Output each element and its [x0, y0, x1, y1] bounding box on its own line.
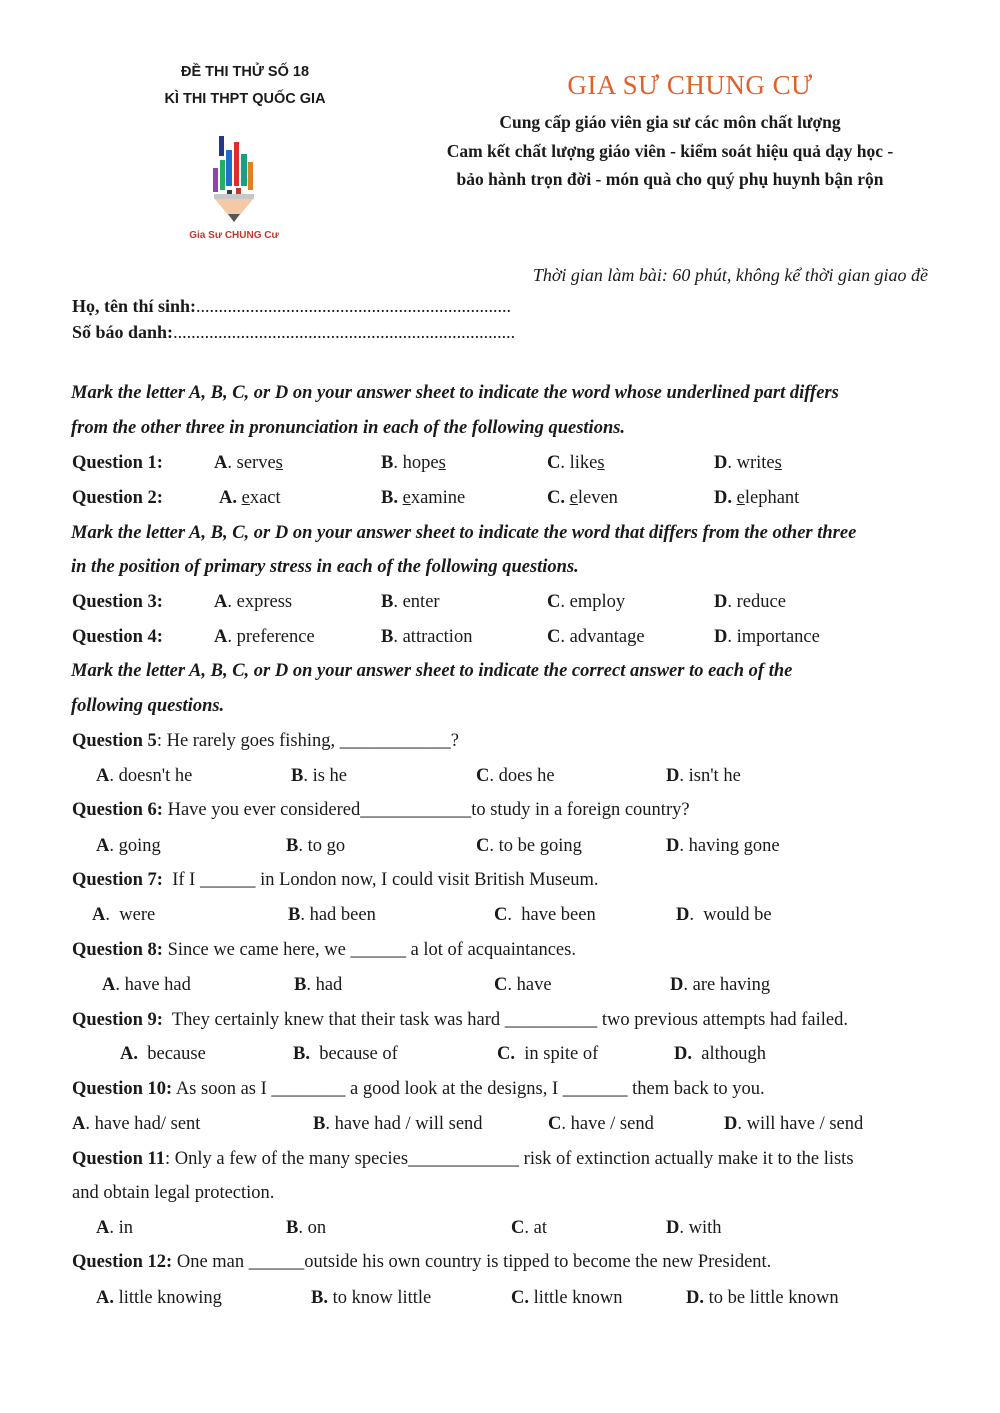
q9-option-c: C. in spite of [497, 1044, 599, 1064]
q12-option-b: B. to know little [311, 1288, 432, 1308]
q3-option-c: C. employ [547, 592, 626, 612]
candidate-id-label: Số báo danh: [72, 322, 174, 342]
time-limit: Thời gian làm bài: 60 phút, không kể thời gian giao đề [532, 265, 928, 285]
candidate-id-field [72, 322, 515, 343]
q8-option-b: B. had [294, 975, 343, 995]
q1-option-a: A. serves [214, 453, 283, 473]
candidate-name-dots: ...................................................................... [196, 296, 512, 316]
candidate-id-dots: ............................................................................ [173, 322, 516, 342]
q12-option-d: D. to be little known [686, 1288, 839, 1308]
q10-option-c: C. have / send [548, 1114, 654, 1134]
question-7: Question 7: If I ______ in London now, I could visit British Museum. [72, 870, 599, 890]
question-11-line-1: Question 11: Only a few of the many species____________ risk of extinction actually make it to the lists [72, 1149, 854, 1169]
q3-option-b: B. enter [381, 592, 440, 612]
instruction-stress-2: in the position of primary stress in each of the following questions. [71, 557, 579, 577]
q8-option-d: D. are having [670, 975, 771, 995]
promise-line-2: bảo hành trọn đời - món quà cho quý phụ huynh bận rộn [456, 169, 884, 189]
q5-option-b: B. is he [291, 766, 348, 786]
instruction-correct-2: following questions. [71, 696, 225, 716]
promise-line-1: Cam kết chất lượng giáo viên - kiểm soát hiệu quả dạy học - [446, 141, 894, 161]
question-10: Question 10: As soon as I ________ a good look at the designs, I _______ them back to you. [72, 1079, 765, 1099]
q7-option-c: C. have been [494, 905, 596, 925]
q11-option-d: D. with [666, 1218, 722, 1238]
q11-option-c: C. at [511, 1218, 547, 1238]
question-8: Question 8: Since we came here, we ______ a lot of acquaintances. [72, 940, 576, 960]
question-5: Question 5: He rarely goes fishing, ____________? [72, 731, 459, 751]
instruction-correct-1: Mark the letter A, B, C, or D on your answer sheet to indicate the correct answer to each of the [71, 661, 793, 681]
question-12: Question 12: One man ______outside his own country is tipped to become the new President. [72, 1252, 772, 1272]
q2-option-c: C. eleven [547, 488, 618, 508]
q10-option-d: D. will have / send [724, 1114, 864, 1134]
q7-option-d: D. would be [676, 905, 772, 925]
q2-option-d: D. elephant [714, 488, 800, 508]
candidate-name-field [72, 296, 511, 317]
logo-caption: Gia Sư CHUNG Cư [189, 230, 279, 241]
tagline: Cung cấp giáo viên gia sư các môn chất lượng [499, 112, 841, 132]
q7-option-b: B. had been [288, 905, 376, 925]
q11-option-a: A. in [96, 1218, 134, 1238]
q4-option-b: B. attraction [381, 627, 473, 647]
q1-option-b: B. hopes [381, 453, 446, 473]
question-4-label: Question 4: [72, 627, 163, 647]
q12-option-c: C. little known [511, 1288, 623, 1308]
exam-number: ĐỀ THI THỬ SỐ 18 [180, 64, 310, 80]
question-11-line-2: and obtain legal protection. [72, 1183, 275, 1203]
q12-option-a: A. little knowing [96, 1288, 222, 1308]
q6-option-c: C. to be going [476, 836, 582, 856]
q10-option-a: A. have had/ sent [72, 1114, 201, 1134]
q2-option-a: A. exact [219, 488, 281, 508]
question-3-label: Question 3: [72, 592, 163, 612]
brand-title: GIA SƯ CHUNG CƯ [567, 70, 813, 100]
q9-option-a: A. because [120, 1044, 206, 1064]
pencil-logo-icon [180, 132, 288, 244]
question-1-label: Question 1: [72, 453, 163, 473]
question-2-label: Question 2: [72, 488, 163, 508]
q6-option-b: B. to go [286, 836, 346, 856]
q5-option-a: A. doesn't he [96, 766, 193, 786]
q4-option-d: D. importance [714, 627, 820, 647]
q8-option-a: A. have had [102, 975, 191, 995]
instruction-pronunciation-1: Mark the letter A, B, C, or D on your answer sheet to indicate the word whose underlined part differs [71, 383, 839, 403]
q5-option-d: D. isn't he [666, 766, 741, 786]
exam-name: KÌ THI THPT QUỐC GIA [164, 91, 326, 107]
q4-option-a: A. preference [214, 627, 315, 647]
q3-option-a: A. express [214, 592, 293, 612]
q4-option-c: C. advantage [547, 627, 645, 647]
q5-option-c: C. does he [476, 766, 555, 786]
q10-option-b: B. have had / will send [313, 1114, 483, 1134]
q11-option-b: B. on [286, 1218, 327, 1238]
instruction-stress-1: Mark the letter A, B, C, or D on your answer sheet to indicate the word that differs from the other three [71, 523, 857, 543]
q9-option-b: B. because of [293, 1044, 398, 1064]
q9-option-d: D. although [674, 1044, 766, 1064]
q6-option-a: A. going [96, 836, 161, 856]
candidate-name-label: Họ, tên thí sinh: [72, 296, 197, 316]
q3-option-d: D. reduce [714, 592, 786, 612]
q8-option-c: C. have [494, 975, 552, 995]
q2-option-b: B. examine [381, 488, 466, 508]
q1-option-c: C. likes [547, 453, 605, 473]
instruction-pronunciation-2: from the other three in pronunciation in each of the following questions. [71, 418, 626, 438]
question-9: Question 9: They certainly knew that their task was hard __________ two previous attempts had failed. [72, 1010, 848, 1030]
q6-option-d: D. having gone [666, 836, 780, 856]
question-6: Question 6: Have you ever considered____________to study in a foreign country? [72, 800, 690, 820]
q7-option-a: A. were [92, 905, 156, 925]
q1-option-d: D. writes [714, 453, 782, 473]
